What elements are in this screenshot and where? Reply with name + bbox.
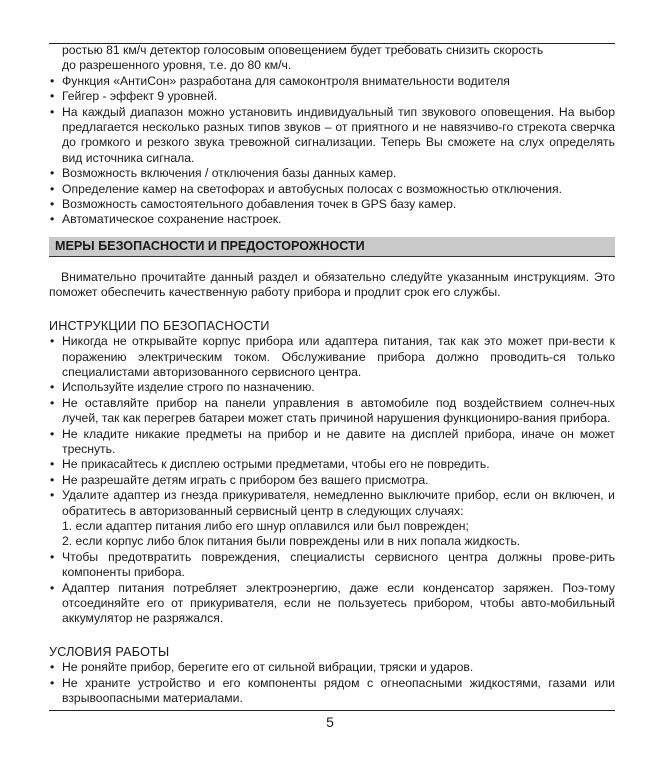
feature-text: Возможность включения / отключения базы данных камер. bbox=[62, 166, 397, 181]
list-item bbox=[49, 212, 615, 227]
bullet-icon: • bbox=[50, 426, 55, 441]
list-item bbox=[49, 457, 615, 472]
bottom-rule bbox=[49, 710, 615, 711]
bullet-icon: • bbox=[50, 660, 55, 675]
list-item bbox=[49, 676, 615, 707]
continuation-text bbox=[49, 43, 615, 74]
list-item bbox=[49, 166, 615, 181]
work-conditions-title: УСЛОВИЯ РАБОТЫ bbox=[49, 644, 170, 659]
safety-instructions-list-continued bbox=[49, 550, 615, 627]
instruction-text: Используйте изделие строго по назначению. bbox=[62, 380, 315, 395]
bullet-icon: • bbox=[50, 675, 55, 690]
continuation-line-1: ростью 81 км/ч детектор голосовым оповещением будет требовать снизить скорость bbox=[62, 43, 544, 57]
safety-instructions-title: ИНСТРУКЦИИ ПО БЕЗОПАСНОСТИ bbox=[49, 318, 270, 333]
instruction-text: Адаптер питания потребляет электроэнергию, даже если конденсатор заряжен. Поэ-тому отсоединяйте его от прикуривателя, если не пользуетесь прибором, чтобы авто-мобильный аккумулятор не разряжался. bbox=[62, 580, 615, 626]
list-item bbox=[49, 74, 615, 89]
list-item bbox=[49, 473, 615, 488]
instruction-text: Не прикасайтесь к дисплею острыми предметами, чтобы его не повредить. bbox=[62, 457, 490, 472]
list-item bbox=[49, 581, 615, 627]
feature-text: На каждый диапазон можно установить индивидуальный тип звукового оповещения. На выбор предлагается несколько разных типов звуков – от приятного и не навязчиво-го стрекота сверчка до громкого и резкого звука тревожной сигнализации. Теперь Вы сможете на слух определять вид источника сигнала. bbox=[62, 104, 615, 165]
list-item bbox=[49, 380, 615, 395]
page-number: 5 bbox=[326, 714, 334, 730]
feature-text: Определение камер на светофорах и автобусных полосах с возможностью отключения. bbox=[62, 181, 563, 196]
features-list bbox=[49, 74, 615, 228]
feature-text: Автоматическое сохранение настроек. bbox=[62, 212, 282, 227]
condition-text: Не роняйте прибор, берегите его от сильной вибрации, тряски и ударов. bbox=[62, 660, 474, 675]
feature-text: Возможность самостоятельного добавления точек в GPS базу камер. bbox=[62, 197, 457, 212]
bullet-icon: • bbox=[50, 89, 55, 104]
condition-text: Не храните устройство и его компоненты рядом с огнеопасными жидкостями, газами или взрывоопасными материалами. bbox=[62, 675, 615, 706]
list-item bbox=[49, 660, 615, 675]
bullet-icon: • bbox=[50, 457, 55, 472]
bullet-icon: • bbox=[50, 488, 55, 503]
list-item bbox=[49, 89, 615, 104]
document-page bbox=[49, 43, 615, 706]
instruction-text: Удалите адаптер из гнезда прикуривателя, немедленно выключите прибор, если он включен, и обратитесь в авторизованный сервисный центр в следующих случаях: bbox=[62, 488, 615, 518]
bullet-icon: • bbox=[50, 549, 55, 564]
instruction-text: Никогда не открывайте корпус прибора или адаптера питания, так как это может при-вести к поражению электрическим током. Обслуживание прибора должно проводить-ся только специалистами авторизованного сервисного центра. bbox=[62, 334, 615, 379]
bullet-icon: • bbox=[50, 197, 55, 212]
feature-text: Функция «АнтиСон» разработана для самоконтроля внимательности водителя bbox=[62, 73, 510, 88]
bullet-icon: • bbox=[50, 212, 55, 227]
list-item bbox=[49, 197, 615, 212]
bullet-icon: • bbox=[50, 334, 55, 349]
case-line: 1. если адаптер питания либо его шнур оплавился или был поврежден; bbox=[62, 518, 469, 533]
list-item bbox=[49, 182, 615, 197]
bullet-icon: • bbox=[50, 181, 55, 196]
bullet-icon: • bbox=[50, 73, 55, 88]
instruction-text: Не разрешайте детям играть с прибором без вашего присмотра. bbox=[62, 472, 429, 487]
instruction-text: Не кладите никакие предметы на прибор и не давите на дисплей прибора, иначе он может треснуть. bbox=[62, 426, 615, 456]
bullet-icon: • bbox=[50, 395, 55, 410]
list-item bbox=[49, 396, 615, 427]
instruction-text: Не оставляйте прибор на панели управления в автомобиле под воздействием солнеч-ных лучей, так как перегрев батареи может стать причиной нарушения функциониро-вания прибора. bbox=[62, 395, 615, 426]
section-heading: МЕРЫ БЕЗОПАСНОСТИ И ПРЕДОСТОРОЖНОСТИ bbox=[49, 237, 615, 257]
bullet-icon: • bbox=[50, 380, 55, 395]
feature-text: Гейгер - эффект 9 уровней. bbox=[62, 89, 218, 104]
list-item bbox=[49, 550, 615, 581]
bullet-icon: • bbox=[50, 580, 55, 595]
list-item bbox=[49, 105, 615, 167]
instruction-text: Чтобы предотвратить повреждения, специалисты сервисного центра должны прове-рить компоненты прибора. bbox=[62, 549, 615, 580]
list-item bbox=[49, 427, 615, 458]
bullet-icon: • bbox=[50, 166, 55, 181]
continuation-line-2: до разрешенного уровня, т.е. до 80 км/ч. bbox=[62, 58, 292, 73]
safety-instructions-list bbox=[49, 334, 615, 519]
work-conditions-list bbox=[49, 660, 615, 706]
bullet-icon: • bbox=[50, 472, 55, 487]
bullet-icon: • bbox=[50, 104, 55, 119]
list-item bbox=[49, 334, 615, 380]
intro-paragraph: Внимательно прочитайте данный раздел и обязательно следуйте указанным инструкциям. Это поможет обеспечить качественную работу прибора и продлит срок его службы. bbox=[49, 269, 615, 300]
case-line: 2. если корпус либо блок питания были повреждены или в них попала жидкость. bbox=[62, 534, 521, 549]
list-item bbox=[49, 488, 615, 519]
